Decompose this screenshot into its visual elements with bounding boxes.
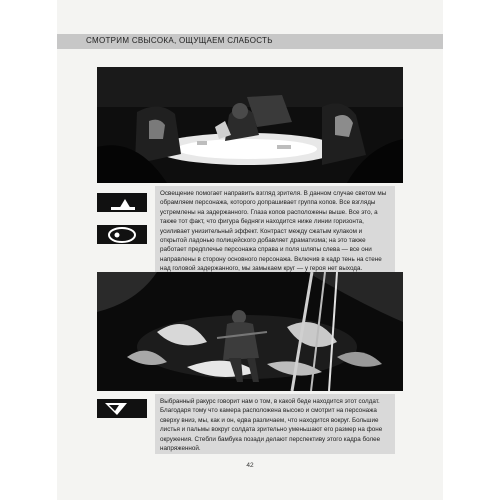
page-number: 42 xyxy=(246,462,254,469)
caption-soldier: Выбранный ракурс говорит нам о том, в какой беде находится этот солдат. Благодаря тому что камера расположена высоко и смотрит на персонажа сверху вниз, мы, как и он, едва различаем, что находится вокруг. Большие листья и пальмы вокруг солдата зрительно уменьшают его размер на фоне окружения. Стебли бамбука позади делают перспективу этого кадра более напряженной. xyxy=(155,394,395,454)
chapter-header xyxy=(57,34,443,49)
caption-interrogation: Освещение помогает направить взгляд зрителя. В данном случае светом мы обрамляем персонажа, которого допрашивает группа копов. Все взгляды устремлены на задержанного. Глаза копов расположены выше. Все это, а также тот факт, что фигура бедняги находится ниже линии горизонта, усиливает унизительный эффект. Контраст между сжатым кулаком и открытой ладонью полицейского добавляет драматизма; на это также работает предплечье персонажа справа и поля шляпы слева — все они направлены в сторону основного персонажа. Включив в кадр тень на стене над головой задержанного, мы замыкаем круг — у героя нет выхода. xyxy=(155,186,395,272)
thumbnail-angle-diagram xyxy=(97,399,147,418)
thumbnail-eye-diagram xyxy=(97,225,147,244)
illustration-soldier-jungle xyxy=(97,272,403,391)
chapter-title: СМОТРИМ СВЫСОКА, ОЩУЩАЕМ СЛАБОСТЬ xyxy=(86,36,273,45)
illustration-interrogation xyxy=(97,67,403,183)
thumbnail-lighting-diagram xyxy=(97,193,147,212)
